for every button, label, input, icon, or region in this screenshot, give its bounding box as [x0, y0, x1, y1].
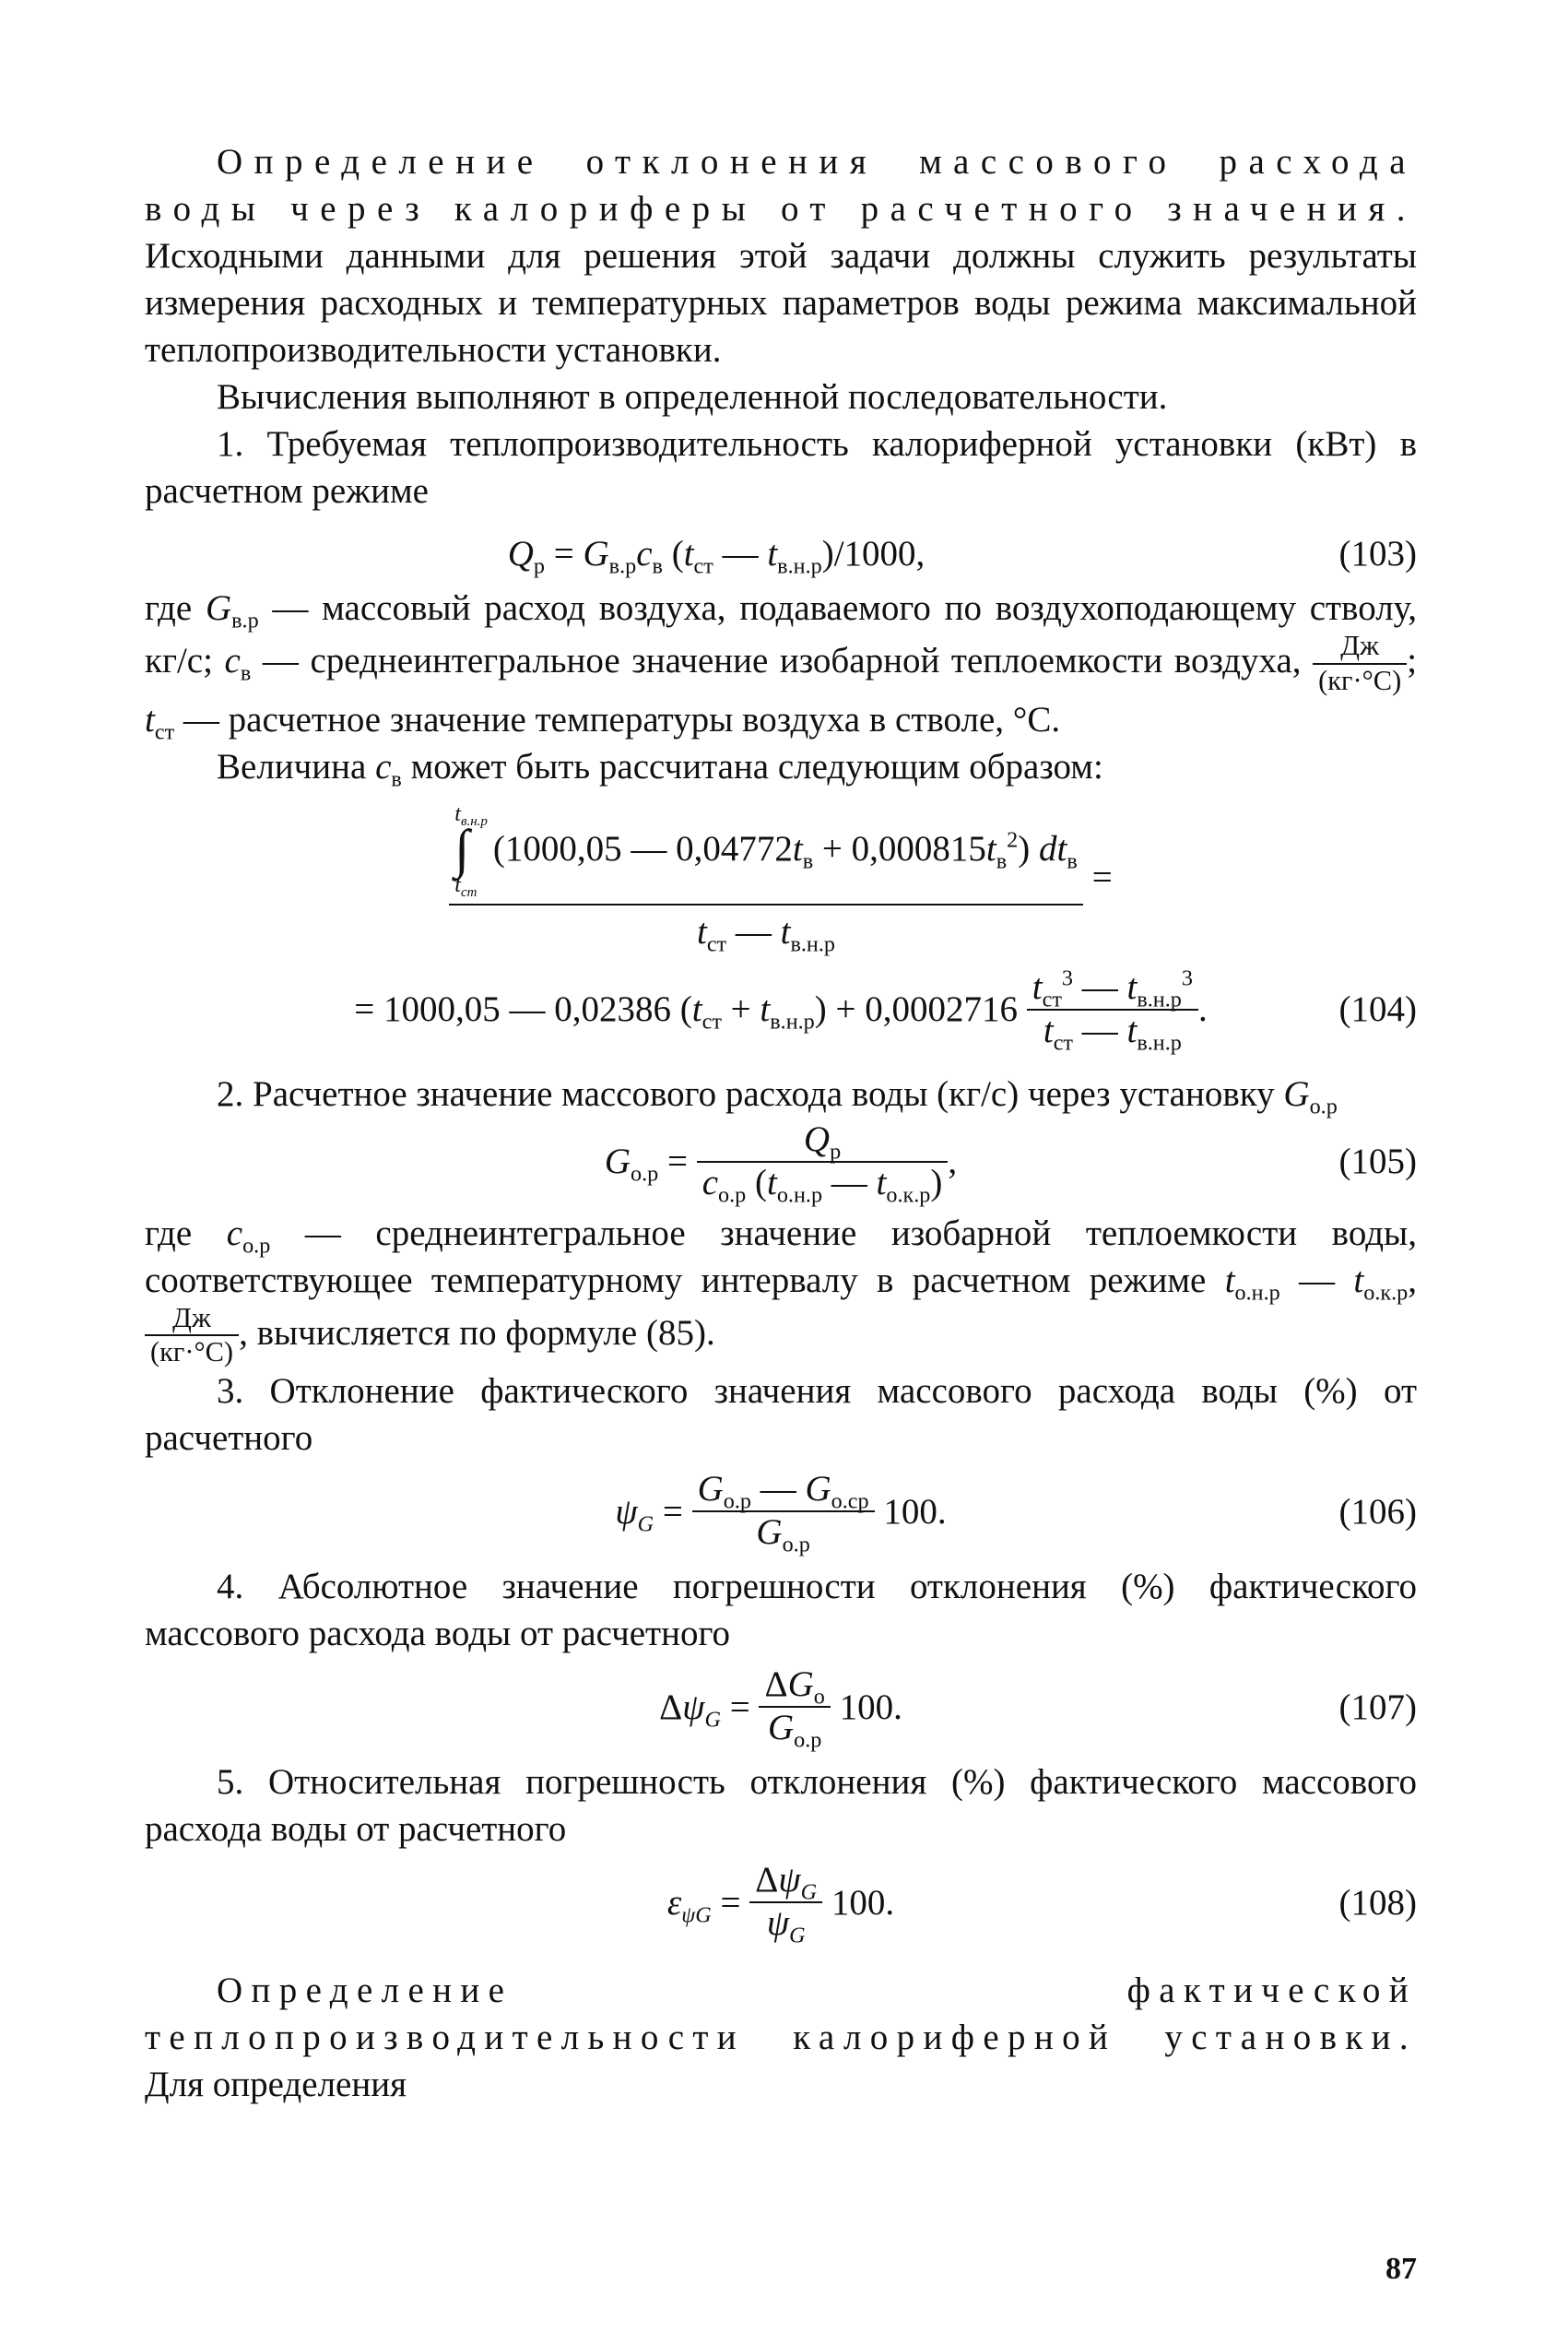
cv-intro-a: Величина [217, 746, 367, 787]
integral-fraction [449, 800, 1083, 957]
step2-paragraph: 2. Расчетное значение массового расхода воды (кг/с) через установку $G_{о.р}$ [217, 1073, 1338, 1119]
where-label: где [145, 588, 193, 628]
section1-heading: Определение отклонения массового расхода воды через калориферы от расчетного значения. [145, 142, 1417, 229]
equation-108: $\varepsilon_{\psi G}$ = $\Delta\psi_G$ $\psi_G$ 100. (108) [666, 1860, 1417, 1948]
integral-denominator: $t_{ст}$ — $t_{в.н.р}$ [696, 911, 835, 957]
unit-numerator: Дж [1313, 632, 1407, 665]
equation-103-body: $Q_р = G_{в.р}c_в$ ($t_{ст}$ — $t_{в.н.р})/1000$, [507, 534, 925, 579]
cubic-fraction: $t_{ст}^3$ — $t_{в.н.р}^3$ $t_{ст}$ — $t_{в.н.р}$ [1027, 969, 1198, 1050]
equation-107-number: (107) [1338, 1687, 1417, 1727]
section1-paragraph [145, 138, 1417, 373]
unit-fraction-2 [145, 1301, 239, 1368]
step4-paragraph: 4. Абсолютное значение погрешности отклонения (%) фактического массового расхода воды от расчетного [145, 1567, 1417, 1654]
eq106-fraction: $G_{о.р}$ — $G_{о.ср}$ $G_{о.р}$ [692, 1471, 875, 1552]
cv-intro: Величина $c_в$ может быть рассчитана следующим образом: [217, 746, 1103, 792]
page-number: 87 [1385, 2252, 1417, 2286]
eq107-fraction: $\Delta G_о$ $G_{о.р}$ [759, 1666, 830, 1747]
cv-intro-b: может быть рассчитана следующим образом: [410, 746, 1103, 787]
equation-103 [145, 524, 1417, 585]
step2-text: 2. Расчетное значение массового расхода воды (кг/с) через установку [217, 1073, 1275, 1114]
section2-paragraph [145, 1967, 1417, 2108]
step5-paragraph: 5. Относительная погрешность отклонения (%) фактического массового расхода воды от расчетного [145, 1762, 1417, 1850]
equation-104-part2: = 1000,05 — 0,02386 $(t_{ст} + t_{в.н.р}) + 0,0002716$ $t_{ст}^3$ — $t_{в.н.р}^3$ $t_{ст}$ — $t_{в.н.р}$ . (104) [354, 965, 1417, 1056]
where-label-2: где [145, 1213, 193, 1253]
cor-description: — среднеинтегральное значение изобарной теплоемкости воды, соответствующее температурному интервалу в расчетном режиме [145, 1213, 1418, 1300]
unit-denominator-2: (кг·°C) [150, 1336, 234, 1368]
unit-numerator-2: Дж [145, 1304, 239, 1337]
integral-sign: $t_{в.н.р}$ ∫ $t_{ст}$ [454, 800, 488, 900]
step3-paragraph: 3. Отклонение фактического значения массового расхода воды (%) от расчетного [145, 1371, 1417, 1459]
eq105-fraction: $Q_р$ $c_{о.р}$ ($t_{о.н.р}$ — $t_{о.к.р}$) [697, 1121, 949, 1202]
equation-106-number: (106) [1338, 1491, 1417, 1532]
section2-text: Для определения [145, 2065, 407, 2105]
page-body [145, 138, 1417, 2108]
eq105-formula-ref: вычисляется по формуле (85). [256, 1312, 715, 1353]
unit-fraction [1313, 632, 1407, 696]
eq103-explanation: где $G_{в.р}$ — массовый расход воздуха, подаваемого по воздухоподающему стволу, кг/с; $c_в$ — среднеинтегральное значение изобарной теплоемкости воздуха, Дж (кг·°C) ; $t_{ст}$ — расчетное значение температуры воздуха в стволе, °C. [145, 588, 1418, 745]
gvr-description: — массовый расход воздуха, подаваемого по воздухоподающему стволу, кг/с; [145, 588, 1417, 681]
intro-paragraph: Вычисления выполняют в определенной последовательности. [217, 377, 1168, 417]
integral-numerator: $t_{в.н.р}$ ∫ $t_{ст}$ (1000,05 — $0,04772t_в + 0,000815t_в^2$) $dt_в$ [449, 803, 1083, 906]
eq108-fraction: $\Delta\psi_G$ $\psi_G$ [749, 1862, 822, 1943]
equation-108-number: (108) [1338, 1882, 1417, 1923]
section1-text: Исходными данными для решения этой задачи должны служить результаты измерения расходных и температурных параметров воды режима максимальной теплопроизводительности установки. [145, 236, 1417, 370]
equation-103-number: (103) [1338, 534, 1417, 574]
unit-denominator: (кг·°C) [1318, 664, 1402, 696]
step1-paragraph: 1. Требуемая теплопроизводительность калориферной установки (кВт) в расчетном режиме [145, 424, 1417, 511]
equation-105: $G_{о.р}$ = $Q_р$ $c_{о.р}$ ($t_{о.н.р}$ — $t_{о.к.р}$) , (105) [604, 1119, 1417, 1208]
cv-description: — среднеинтегральное значение изобарной теплоемкости воздуха, [262, 640, 1302, 681]
equation-104-part1: $t_{в.н.р}$ ∫ $t_{ст}$ (1000,05 — $0,04772t_в + 0,000815t_в^2$) $dt_в$ $t_{ст}$ — $t_{в.н.р}$ = [145, 803, 1417, 953]
eq105-explanation: где $c_{о.р}$ — среднеинтегральное значение изобарной теплоемкости воды, соответствующее температурному интервалу в расчетном режиме $t_{о.н.р}$ — $t_{о.к.р}$, Дж (кг·°C) , вычисляется по формуле (85). [145, 1213, 1418, 1368]
equation-106: $\psi_G$ = $G_{о.р}$ — $G_{о.ср}$ $G_{о.р}$ 100. (106) [615, 1469, 1417, 1557]
equation-104-number: (104) [1338, 989, 1417, 1030]
section2-heading: Определение фактической теплопроизводительности калориферной установки. [145, 1971, 1417, 2058]
equation-105-number: (105) [1338, 1142, 1417, 1182]
equation-107: $\Delta\psi_G$ = $\Delta G_о$ $G_{о.р}$ 100. (107) [659, 1664, 1417, 1753]
tst-description: — расчетное значение температуры воздуха в стволе, °C. [183, 699, 1061, 740]
